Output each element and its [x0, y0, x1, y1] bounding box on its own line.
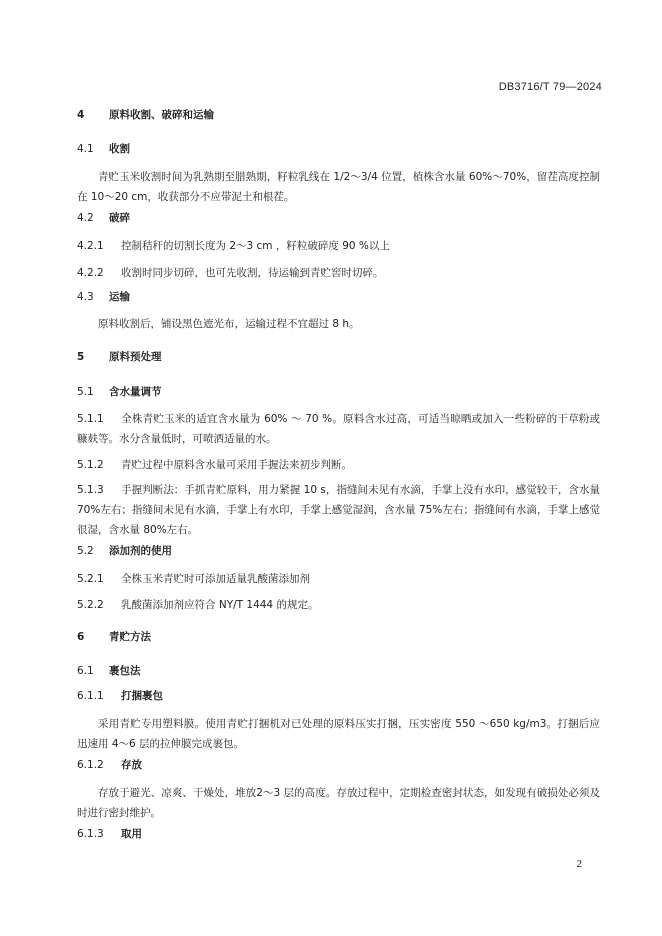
- section-6-heading: [77, 631, 600, 644]
- section-number: 6.1.2: [77, 759, 104, 771]
- section-6-1-2-paragraph: 存放于避光、凉爽、干燥处，堆放2～3 层的高度。存放过程中，定期检查密封状态，如发现有破损处必须及时进行密封维护。: [77, 787, 600, 819]
- item-text: 全株玉米青贮时可添加适量乳酸菌添加剂: [121, 573, 310, 585]
- section-number: 4.3: [77, 291, 94, 303]
- section-number: 6.1: [77, 665, 94, 677]
- section-5-2-2-item: [77, 595, 600, 615]
- section-4-2-heading: [77, 212, 600, 225]
- item-text: 收割时同步切碎，也可先收割，待运输到青贮窖时切碎。: [121, 267, 384, 279]
- section-4-2-1-item: [77, 236, 600, 256]
- section-6-1-1-paragraph: 采用青贮专用塑料膜。使用青贮打捆机对已处理的原料压实打捆，压实密度 550 ～650 kg/m3。打捆后应迅速用 4～6 层的拉伸膜完成裹包。: [77, 718, 600, 750]
- section-4-heading: [77, 109, 600, 122]
- section-title: 打捆裹包: [121, 690, 163, 702]
- item-text: 手握判断法：手抓青贮原料，用力紧握 10 s，指缝间未见有水滴，手掌上没有水印，感觉较干，含水量 70%左右；指缝间未见有水滴，手掌上有水印，手掌上感觉湿润，含水量 75%左右；指缝间有水滴，手掌上感觉很湿，含水量 80%左右。: [77, 484, 600, 536]
- section-4-3-paragraph: 原料收割后，铺设黑色遮光布，运输过程不宜超过 8 h。: [98, 318, 360, 330]
- section-4-3-heading: [77, 291, 600, 304]
- section-number: 4.1: [77, 143, 94, 155]
- section-number: 5: [77, 351, 85, 363]
- section-title: 存放: [121, 759, 142, 771]
- section-number: 5.1: [77, 386, 94, 398]
- section-title: 含水量调节: [109, 386, 162, 398]
- item-number: 5.1.2: [77, 459, 104, 471]
- section-5-1-1-item: [77, 409, 600, 449]
- section-title: 取用: [121, 828, 142, 840]
- document-id-header: DB3716/T 79—2024: [498, 81, 602, 93]
- item-number: 4.2.1: [77, 240, 104, 252]
- section-6-1-heading: [77, 665, 600, 678]
- section-6-1-1-heading: [77, 690, 600, 703]
- section-5-2-1-item: [77, 569, 600, 589]
- section-number: 4.2: [77, 212, 94, 224]
- item-text: 青贮过程中原料含水量可采用手握法来初步判断。: [121, 459, 352, 471]
- section-5-heading: [77, 351, 600, 364]
- section-title: 添加剂的使用: [109, 545, 172, 557]
- item-text: 全株青贮玉米的适宜含水量为 60% ～ 70 %。原料含水过高，可适当晾晒或加入一些粉碎的干草粉或糠麸等。水分含量低时，可喷洒适量的水。: [77, 413, 600, 445]
- section-number: 6.1.3: [77, 828, 104, 840]
- section-title: 收割: [109, 143, 130, 155]
- section-4-1-heading: [77, 143, 600, 156]
- page-number: 2: [576, 858, 582, 870]
- section-title: 裹包法: [109, 665, 141, 677]
- item-number: 5.2.2: [77, 599, 104, 611]
- item-text: 控制秸秆的切割长度为 2～3 cm ，籽粒破碎度 90 %以上: [121, 240, 390, 252]
- section-4-2-2-item: [77, 263, 600, 283]
- section-5-2-heading: [77, 545, 600, 558]
- section-title: 运输: [109, 291, 130, 303]
- item-number: 5.1.1: [77, 413, 104, 425]
- section-6-1-3-heading: [77, 828, 600, 841]
- section-number: 5.2: [77, 545, 94, 557]
- section-number: 6: [77, 631, 85, 643]
- item-number: 5.1.3: [77, 484, 104, 496]
- section-number: 4: [77, 109, 85, 121]
- section-5-1-heading: [77, 386, 600, 399]
- section-6-1-2-heading: [77, 759, 600, 772]
- item-number: 5.2.1: [77, 573, 104, 585]
- section-5-1-2-item: [77, 455, 600, 475]
- section-5-1-3-item: [77, 480, 600, 540]
- section-title: 原料收割、破碎和运输: [109, 109, 214, 121]
- section-4-1-paragraph: 青贮玉米收割时间为乳熟期至腊熟期，籽粒乳线在 1/2～3/4 位置，植株含水量 60%～70%，留茬高度控制在 10～20 cm，收获部分不应带泥土和根茬。: [77, 171, 600, 203]
- item-text: 乳酸菌添加剂应符合 NY/T 1444 的规定。: [121, 599, 319, 611]
- section-number: 6.1.1: [77, 690, 104, 702]
- section-title: 青贮方法: [109, 631, 151, 643]
- item-number: 4.2.2: [77, 267, 104, 279]
- section-title: 原料预处理: [109, 351, 162, 363]
- section-title: 破碎: [109, 212, 130, 224]
